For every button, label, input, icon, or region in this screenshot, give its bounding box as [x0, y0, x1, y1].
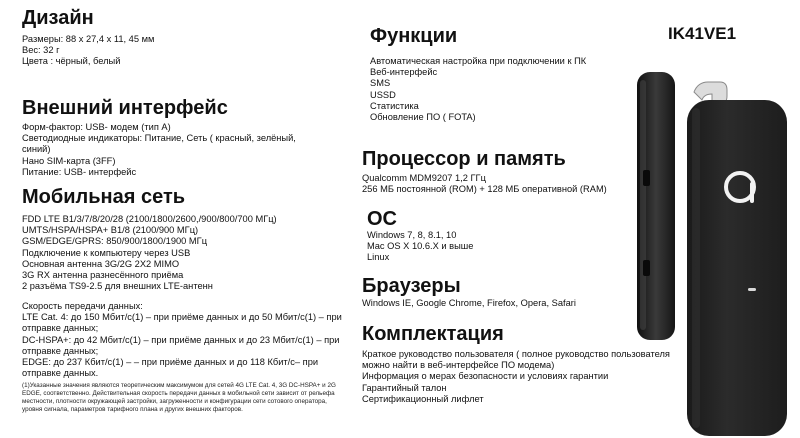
spec-line: Обновление ПО ( FOTA): [370, 112, 476, 123]
spec-line: Форм-фактор: USB- модем (тип А): [22, 122, 171, 132]
spec-line: Вес: 32 г: [22, 45, 60, 56]
os-heading: ОС: [367, 208, 397, 230]
spec-line: Гарантийный талон: [362, 382, 447, 393]
usb-modem-image: [600, 60, 800, 438]
model-name: IK41VE1: [668, 24, 737, 43]
spec-line: LTE Cat. 4: до 150 Мбит/с(1) – при приёме данных и до 50 Мбит/с(1) – при: [22, 312, 342, 323]
spec-line: Краткое руководство пользователя ( полное руководство пользователя: [362, 349, 670, 359]
spec-line: Qualcomm MDM9207 1,2 ГГц: [362, 173, 486, 183]
spec-line: USSD: [370, 89, 396, 100]
spec-line: Windows 7, 8, 8.1, 10: [367, 230, 457, 240]
spec-line: 256 МБ постоянной (ROM) + 128 МБ оперативной (RAM): [362, 184, 607, 195]
spec-line: Windows IE, Google Chrome, Firefox, Opera, Safari: [362, 298, 576, 308]
mobile-network-specs: [22, 214, 277, 292]
browsers-specs: [362, 298, 576, 309]
spec-line: Скорость передачи данных:: [22, 301, 143, 311]
spec-line: Питание: USB- интерфейс: [22, 166, 137, 177]
spec-line: Размеры: 88 x 27,4 x 11, 45 мм: [22, 34, 155, 44]
spec-line: UMTS/HSPA/HSPA+ B1/8 (2100/900 МГц): [22, 225, 199, 236]
os-specs: [367, 230, 473, 264]
spec-line: DC-HSPA+: до 42 Мбит/с(1) – при приёме данных и до 23 Мбит/с(1) – при: [22, 334, 340, 345]
data-speed-specs: [22, 301, 342, 379]
spec-line: Основная антенна 3G/2G 2X2 MIMO: [22, 258, 180, 269]
spec-line: 3G RX антенна разнесённого приёма: [22, 270, 184, 281]
interface-specs: [22, 122, 296, 178]
spec-line: отправке данных;: [22, 323, 99, 334]
browsers-heading: Браузеры: [362, 275, 461, 297]
spec-line: Сертификационный лифлет: [362, 393, 484, 404]
mobile-network-heading: Мобильная сеть: [22, 186, 186, 208]
spec-line: можно найти в веб-интерфейсе ПО модема): [362, 360, 555, 371]
spec-line: Веб-интерфейс: [370, 67, 438, 78]
spec-line: отправке данных;: [22, 345, 99, 356]
spec-line: Автоматическая настройка при подключении к ПК: [370, 56, 587, 66]
functions-specs: [370, 56, 586, 123]
processor-specs: [362, 173, 607, 195]
spec-line: Светодиодные индикаторы: Питание, Сеть ( красный, зелёный,: [22, 133, 296, 144]
led-indicator: [748, 288, 756, 291]
spec-line: EDGE: до 237 Кбит/с(1) – – при приёме данных и до 118 Кбит/с– при: [22, 357, 319, 368]
spec-line: Linux: [367, 252, 390, 263]
spec-line: SMS: [370, 78, 391, 89]
spec-line: синий): [22, 144, 51, 155]
spec-line: Статистика: [370, 100, 419, 111]
spec-line: Информация о мерах безопасности и условиях гарантии: [362, 371, 609, 382]
modem-body: [687, 82, 787, 436]
spec-line: Mac OS X 10.6.X и выше: [367, 241, 474, 252]
spec-line: отправке данных.: [22, 368, 99, 379]
spec-line: Нано SIM-карта (3FF): [22, 155, 116, 166]
spec-line: 2 разъёма TS9-2.5 для внешних LTE-антенн: [22, 281, 213, 292]
spec-line: Цвета : чёрный, белый: [22, 56, 121, 67]
design-specs: [22, 34, 154, 68]
spec-line: GSM/EDGE/GPRS: 850/900/1800/1900 МГц: [22, 236, 208, 247]
spec-line: FDD LTE B1/3/7/8/20/28 (2100/1800/2600,/900/800/700 МГц): [22, 214, 277, 224]
design-heading: Дизайн: [22, 7, 94, 29]
package-heading: Комплектация: [362, 323, 504, 345]
footnote: (1)Указанные значения являются теоретическим максимумом для сетей 4G LTE Cat. 4, 3G DC-HSPA+ и 2G EDGE, соответственно. Действительная скорость передачи данных в мобильной сети зависит от рельефа местности, плотности окружающей застройки, загруженности и конфигурации сети сотового оператора, уровня сигнала, параметров тарифного плана и других внешних факторов.: [22, 382, 336, 413]
interface-heading: Внешний интерфейс: [22, 97, 228, 119]
spec-line: Подключение к компьютеру через USB: [22, 247, 191, 258]
functions-heading: Функции: [370, 25, 458, 47]
processor-heading: Процессор и память: [362, 148, 566, 170]
modem-cap: [637, 72, 675, 340]
